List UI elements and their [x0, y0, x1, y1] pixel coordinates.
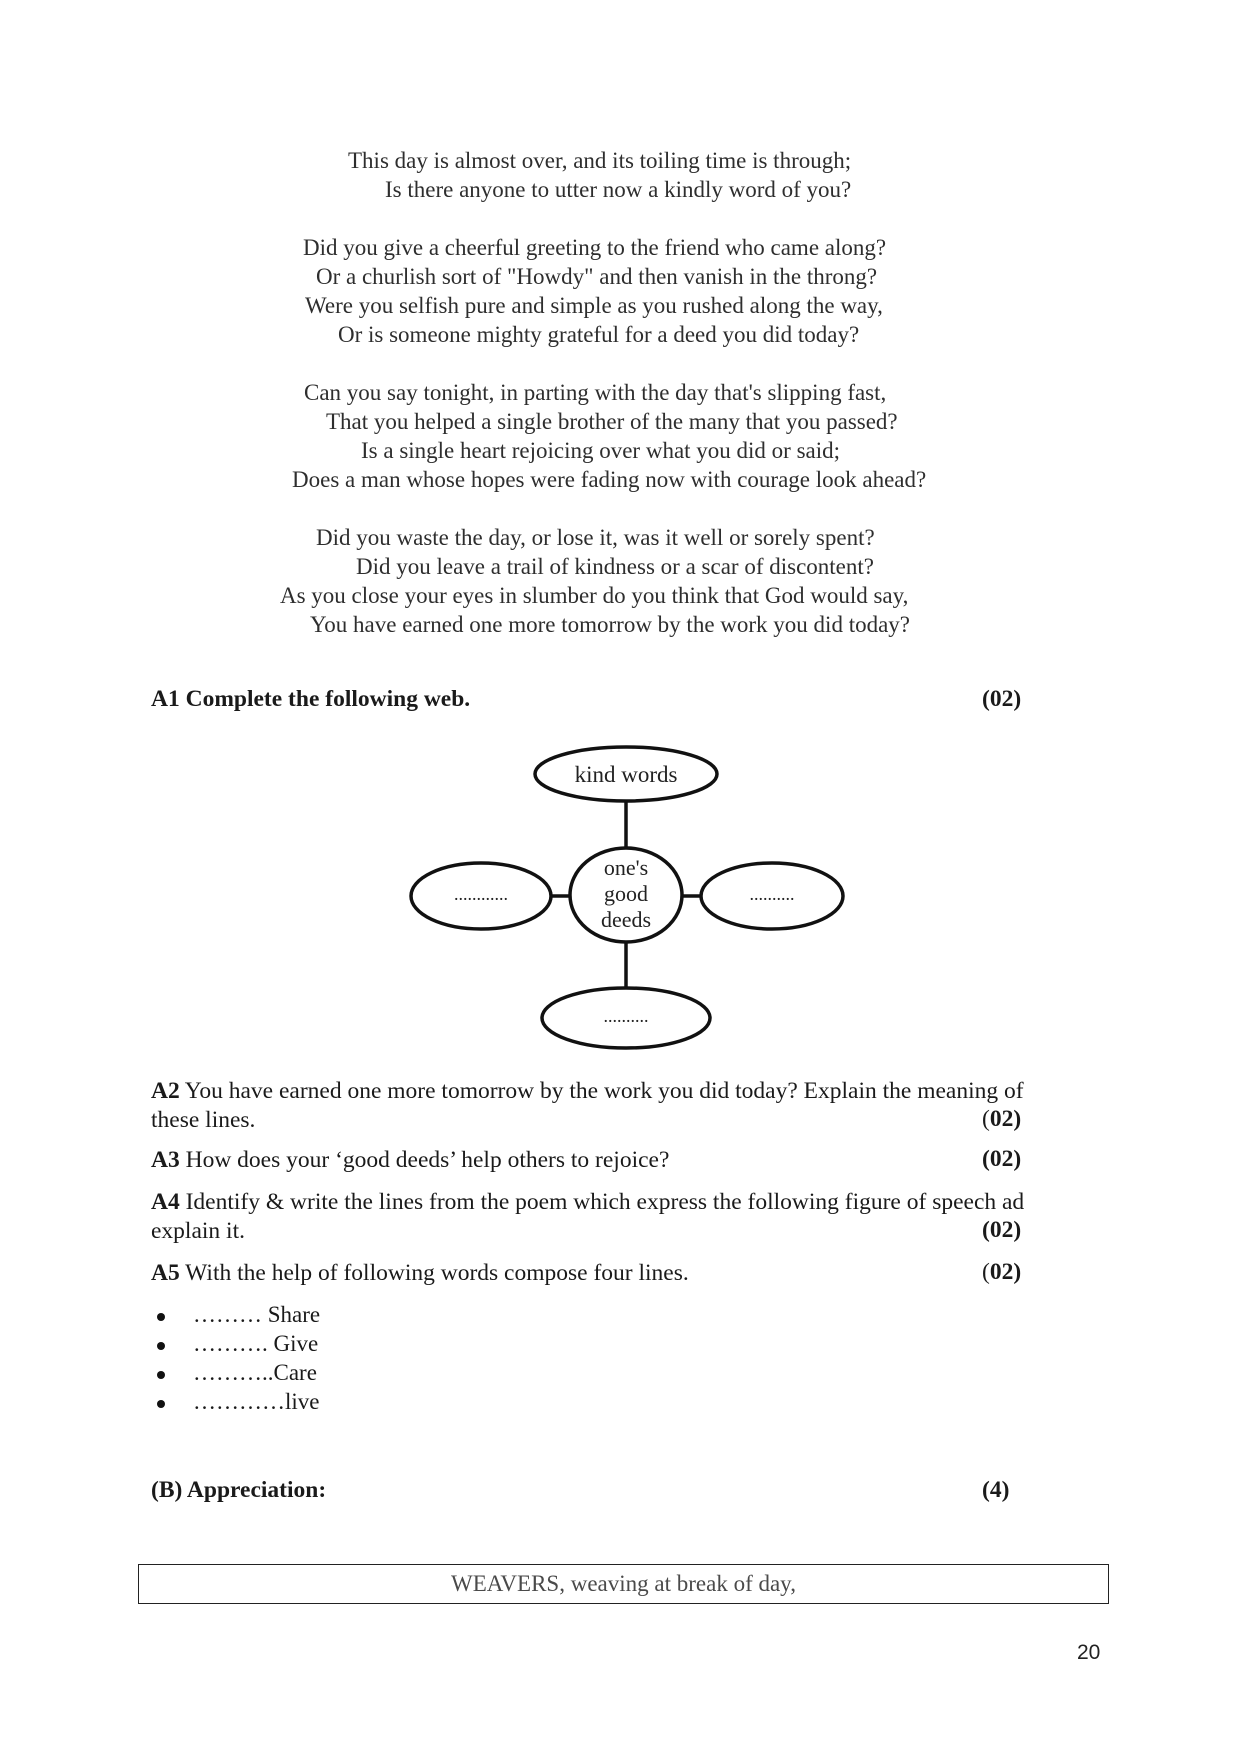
section-b-marks: (4) [982, 1477, 1010, 1503]
worksheet-page: This day is almost over, and its toiling time is through; Is there anyone to utter now a kindly word of you? Did you give a cheerful greeting to the friend who came along? Or a churlish sort of "Howdy" and then vanish in the throng? Were you selfish pure and simple as you rushed along the way, Or is someone mighty grateful for a deed you did today? Can you say tonight, in parting with the day that's slipping fast, That you helped a single brother of the many that you passed? Is a single heart rejoicing over what you did or said; Does a man whose hopes were fading now with courage look ahead? Did you waste the day, or lose it, was it well or sorely spent? Did you leave a trail of kindness or a scar of discontent? As you close your eyes in slumber do you think that God would say, You have earned one more tomorrow by the work you did today? A1 Complete the following web. (02) kind words one's good deeds ............ .......... .......... A2 You have earned one more tomorrow by the work you did today? Explain the meaning of these lines. (02) A3 How does your ‘good deeds’ help others to rejoice? (02) A4 Identify & write the lines from the poem which express the following figure of speech ad explain it. (02) A5 With the help of following words compose four lines. (02) ……… Share ………. Give ………..Care …………live (B) Appreciation: (4) WEAVERS, weaving at break of day, 20 [0, 0, 1241, 1754]
poem-line: Were you selfish pure and simple as you rushed along the way, [305, 293, 883, 318]
question-a2: A2 You have earned one more tomorrow by the work you did today? Explain the meaning of these lines. [151, 1078, 1024, 1133]
a1-heading: A1 Complete the following web. [151, 686, 471, 712]
web-center-label: deeds [600, 907, 652, 932]
web-bottom-blank: .......... [603, 1006, 649, 1026]
poem-line: Is a single heart rejoicing over what you did or said; [361, 438, 841, 463]
section-b-heading: (B) Appreciation: [151, 1477, 327, 1503]
a3-marks: (02) [982, 1146, 1022, 1172]
appreciation-poem-line: WEAVERS, weaving at break of day, [451, 1571, 796, 1596]
poem-line: You have earned one more tomorrow by the work you did today? [310, 612, 910, 637]
question-a4: A4 Identify & write the lines from the poem which express the following figure of speech ad explain it. [151, 1189, 1025, 1244]
question-a5: A5 With the help of following words compose four lines. [151, 1260, 689, 1286]
web-center-label: one's [603, 855, 649, 880]
question-a3: A3 How does your ‘good deeds’ help others to rejoice? [151, 1147, 670, 1173]
poem-line: Did you give a cheerful greeting to the friend who came along? [303, 235, 887, 260]
a1-marks: (02) [982, 686, 1022, 712]
poem-line: Or a churlish sort of "Howdy" and then vanish in the throng? [316, 264, 878, 289]
bullet-icon [157, 1342, 165, 1350]
poem-line: Or is someone mighty grateful for a deed you did today? [338, 322, 860, 347]
a4-marks: (02) [982, 1217, 1022, 1243]
a5-marks: (02) [982, 1259, 1022, 1285]
web-right-blank: .......... [749, 884, 795, 904]
web-top-label: kind words [574, 762, 678, 787]
poem-line: This day is almost over, and its toiling time is through; [348, 148, 852, 173]
poem-line: Is there anyone to utter now a kindly word of you? [385, 177, 852, 202]
poem-line: As you close your eyes in slumber do you think that God would say, [280, 583, 909, 608]
web-center-label: good [604, 881, 648, 906]
bullet-icon [157, 1400, 165, 1408]
a2-marks: (02) [982, 1106, 1022, 1132]
bullet-icon [157, 1371, 165, 1379]
web-left-blank: ............ [454, 884, 508, 904]
poem-line: Did you waste the day, or lose it, was it well or sorely spent? [316, 525, 875, 550]
poem-line: That you helped a single brother of the many that you passed? [326, 409, 898, 434]
appreciation-poem-box [138, 1564, 1109, 1604]
bullet-icon [157, 1313, 165, 1321]
page-number: 20 [1077, 1641, 1101, 1664]
web-diagram [400, 740, 860, 1050]
poem-line: Can you say tonight, in parting with the day that's slipping fast, [304, 380, 887, 405]
poem-line: Did you leave a trail of kindness or a scar of discontent? [356, 554, 874, 579]
poem-line: Does a man whose hopes were fading now with courage look ahead? [292, 467, 927, 492]
